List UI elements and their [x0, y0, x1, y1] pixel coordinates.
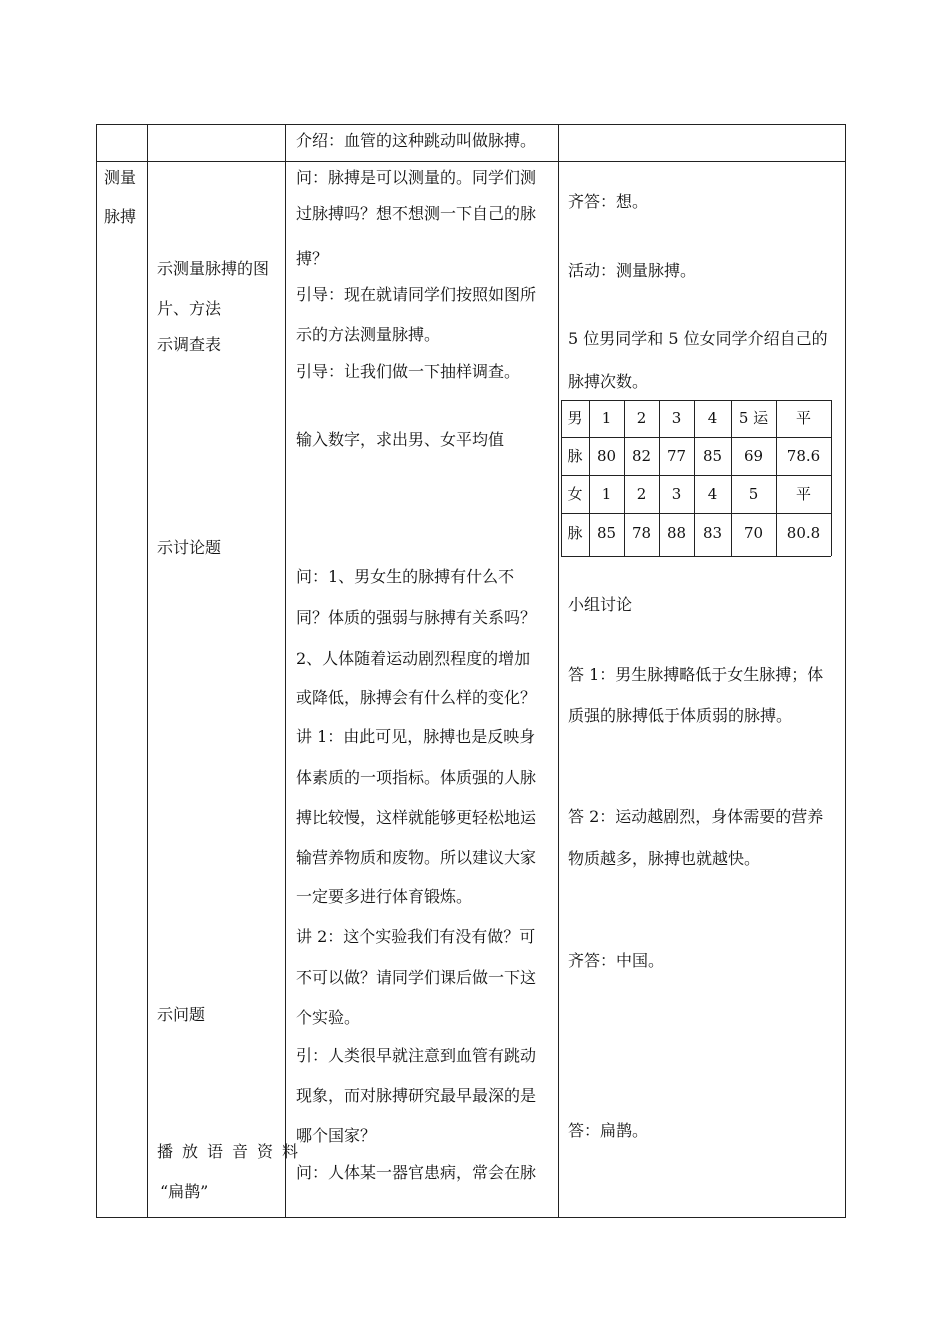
table-border-top	[96, 124, 846, 125]
pulse-cell: 1	[601, 409, 612, 427]
column-divider-1	[147, 124, 148, 1218]
pulse-cell: 男	[567, 409, 583, 427]
pulse-cell: 78	[631, 524, 652, 542]
teacher-text-line: 个实验。	[296, 1008, 361, 1027]
student-text-line: 5 位男同学和 5 位女同学介绍自己的	[568, 329, 828, 348]
teacher-text-line: 介绍：血管的这种跳动叫做脉搏。	[296, 131, 537, 150]
pulse-table-line	[561, 400, 831, 401]
media-text-line: 示讨论题	[157, 538, 222, 557]
student-text-line: 齐答：中国。	[568, 951, 665, 970]
student-text-line: 答 1：男生脉搏略低于女生脉搏；体	[568, 665, 824, 684]
pulse-cell: 5 运	[738, 409, 769, 427]
table-border-right	[845, 124, 846, 1218]
pulse-cell: 5	[748, 485, 759, 503]
teacher-text-line: 输营养物质和废物。所以建议大家	[296, 848, 537, 867]
student-text-line: 齐答：想。	[568, 192, 649, 211]
teacher-text-line: 引：人类很早就注意到血管有跳动	[296, 1046, 537, 1065]
pulse-cell: 女	[567, 485, 583, 503]
pulse-table-line	[561, 513, 831, 514]
media-text-line: 示调查表	[157, 335, 222, 354]
teacher-text-line: 问：人体某一器官患病，常会在脉	[296, 1163, 537, 1182]
teacher-text-line: 问：脉搏是可以测量的。同学们测	[296, 168, 537, 187]
pulse-cell: 82	[631, 447, 652, 465]
teacher-text-line: 讲 1：由此可见，脉搏也是反映身	[296, 727, 536, 746]
pulse-table-line	[831, 400, 832, 556]
student-text-line: 答 2：运动越剧烈，身体需要的营养	[568, 807, 824, 826]
teacher-text-line: 过脉搏吗？想不想测一下自己的脉	[296, 204, 537, 223]
section-title-line: 测量	[104, 168, 137, 187]
teacher-text-line: 不可以做？请同学们课后做一下这	[296, 968, 537, 987]
media-text-line: 播放语音资料	[157, 1142, 308, 1161]
pulse-cell: 85	[596, 524, 617, 542]
teacher-text-line: 2、人体随着运动剧烈程度的增加	[296, 649, 531, 668]
table-border-bottom	[96, 1217, 846, 1218]
teacher-text-line: 一定要多进行体育锻炼。	[296, 887, 473, 906]
student-text-line: 物质越多，脉搏也就越快。	[568, 849, 761, 868]
student-text-line: 活动：测量脉搏。	[568, 261, 697, 280]
row-divider	[96, 161, 846, 162]
media-text-line: 示问题	[157, 1005, 206, 1024]
pulse-cell: 平	[795, 485, 811, 503]
student-text-line: 质强的脉搏低于体质弱的脉搏。	[568, 706, 793, 725]
media-text-line: “扁鹊”	[160, 1182, 209, 1201]
pulse-cell: 3	[671, 485, 682, 503]
pulse-cell: 80.8	[786, 524, 821, 542]
pulse-cell: 脉	[567, 447, 583, 465]
pulse-cell: 脉	[567, 524, 583, 542]
teacher-text-line: 讲 2：这个实验我们有没有做？可	[296, 927, 536, 946]
teacher-text-line: 搏？	[296, 249, 329, 268]
column-divider-3	[558, 124, 559, 1218]
student-text-line: 答：扁鹊。	[568, 1121, 649, 1140]
pulse-cell: 80	[596, 447, 617, 465]
student-text-line: 脉搏次数。	[568, 372, 649, 391]
teacher-text-line: 哪个国家？	[296, 1126, 377, 1145]
pulse-table-line	[561, 437, 831, 438]
pulse-cell: 3	[671, 409, 682, 427]
teacher-text-line: 搏比较慢，这样就能够更轻松地运	[296, 808, 537, 827]
pulse-cell: 4	[707, 485, 718, 503]
pulse-cell: 平	[795, 409, 811, 427]
pulse-cell: 2	[636, 485, 647, 503]
pulse-cell: 2	[636, 409, 647, 427]
teacher-text-line: 引导：让我们做一下抽样调查。	[296, 362, 521, 381]
pulse-cell: 77	[666, 447, 687, 465]
teacher-text-line: 示的方法测量脉搏。	[296, 325, 441, 344]
student-text-line: 小组讨论	[568, 595, 633, 614]
pulse-cell: 70	[743, 524, 764, 542]
teacher-text-line: 同？体质的强弱与脉搏有关系吗？	[296, 608, 537, 627]
teacher-text-line: 输入数字，求出男、女平均值	[296, 430, 505, 449]
media-text-line: 示测量脉搏的图	[157, 259, 270, 278]
teacher-text-line: 或降低，脉搏会有什么样的变化？	[296, 688, 537, 707]
pulse-cell: 83	[702, 524, 723, 542]
pulse-cell: 1	[601, 485, 612, 503]
teacher-text-line: 引导：现在就请同学们按照如图所	[296, 285, 537, 304]
pulse-cell: 85	[702, 447, 723, 465]
column-divider-2	[285, 124, 286, 1218]
table-border-left	[96, 124, 97, 1218]
pulse-table-line	[561, 475, 831, 476]
pulse-cell: 4	[707, 409, 718, 427]
pulse-cell: 88	[666, 524, 687, 542]
teacher-text-line: 现象，而对脉搏研究最早最深的是	[296, 1086, 537, 1105]
section-title-line: 脉搏	[104, 207, 137, 226]
pulse-cell: 78.6	[786, 447, 821, 465]
teacher-text-line: 体素质的一项指标。体质强的人脉	[296, 768, 537, 787]
media-text-line: 片、方法	[157, 299, 222, 318]
pulse-table-line	[561, 556, 831, 557]
pulse-cell: 69	[743, 447, 764, 465]
teacher-text-line: 问：1、男女生的脉搏有什么不	[296, 567, 515, 586]
